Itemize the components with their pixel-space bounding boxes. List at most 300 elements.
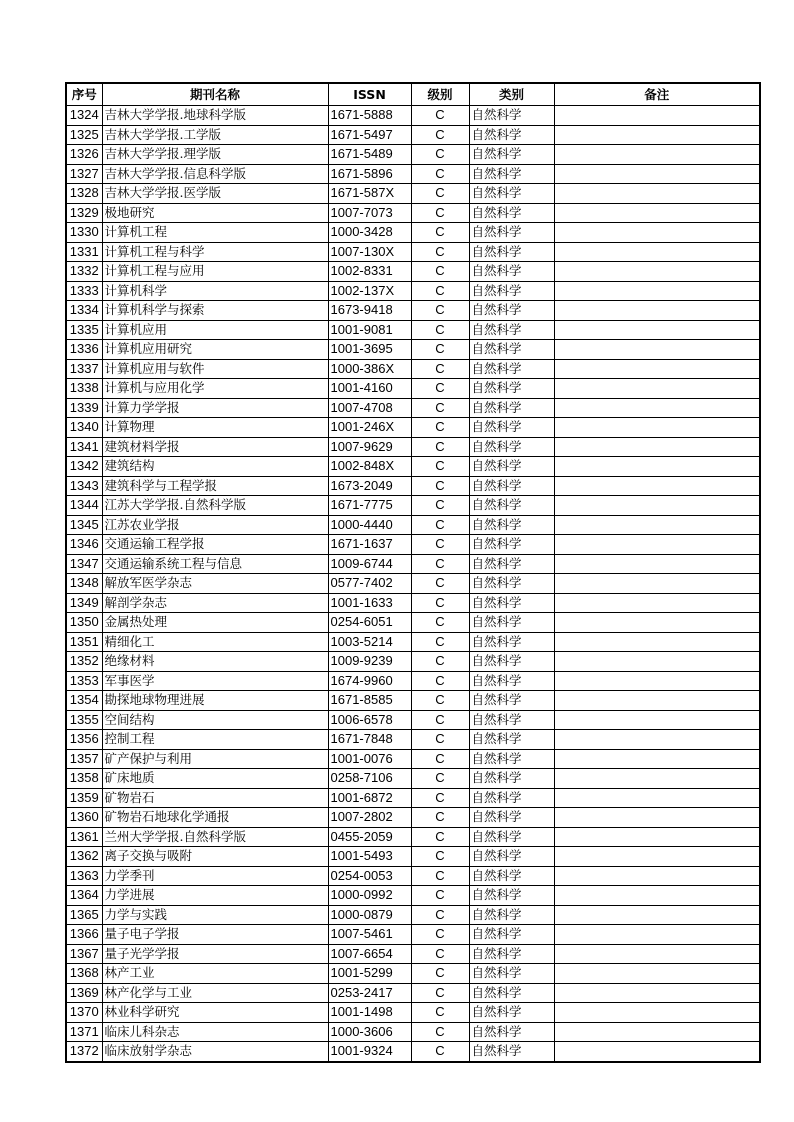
table-row bbox=[66, 554, 760, 574]
cell-note bbox=[554, 847, 760, 867]
cell-note bbox=[554, 535, 760, 555]
cell-journal-name: 力学季刊 bbox=[102, 866, 328, 886]
cell-issn: 1007-9629 bbox=[328, 437, 411, 457]
cell-issn: 1009-9239 bbox=[328, 652, 411, 672]
header-no: 序号 bbox=[66, 83, 102, 106]
cell-note bbox=[554, 808, 760, 828]
cell-journal-name: 计算机科学 bbox=[102, 281, 328, 301]
cell-category: 自然科学 bbox=[469, 769, 554, 789]
table-row bbox=[66, 1003, 760, 1023]
cell-note bbox=[554, 398, 760, 418]
cell-note bbox=[554, 944, 760, 964]
cell-level: C bbox=[411, 632, 469, 652]
table-row bbox=[66, 203, 760, 223]
cell-journal-name: 交通运输系统工程与信息 bbox=[102, 554, 328, 574]
cell-note bbox=[554, 125, 760, 145]
cell-no: 1351 bbox=[66, 632, 102, 652]
cell-category: 自然科学 bbox=[469, 418, 554, 438]
cell-no: 1336 bbox=[66, 340, 102, 360]
cell-journal-name: 绝缘材料 bbox=[102, 652, 328, 672]
cell-category: 自然科学 bbox=[469, 457, 554, 477]
cell-category: 自然科学 bbox=[469, 476, 554, 496]
cell-category: 自然科学 bbox=[469, 398, 554, 418]
cell-journal-name: 计算机应用 bbox=[102, 320, 328, 340]
cell-level: C bbox=[411, 242, 469, 262]
cell-issn: 1673-9418 bbox=[328, 301, 411, 321]
cell-level: C bbox=[411, 886, 469, 906]
cell-category: 自然科学 bbox=[469, 125, 554, 145]
cell-note bbox=[554, 242, 760, 262]
cell-journal-name: 林产化学与工业 bbox=[102, 983, 328, 1003]
cell-issn: 1001-9081 bbox=[328, 320, 411, 340]
cell-note bbox=[554, 340, 760, 360]
table-row bbox=[66, 964, 760, 984]
cell-issn: 1000-386X bbox=[328, 359, 411, 379]
cell-note bbox=[554, 1022, 760, 1042]
cell-level: C bbox=[411, 437, 469, 457]
cell-issn: 1671-5896 bbox=[328, 164, 411, 184]
cell-category: 自然科学 bbox=[469, 242, 554, 262]
cell-note bbox=[554, 515, 760, 535]
cell-category: 自然科学 bbox=[469, 652, 554, 672]
cell-category: 自然科学 bbox=[469, 593, 554, 613]
cell-issn: 1000-4440 bbox=[328, 515, 411, 535]
cell-issn: 1007-4708 bbox=[328, 398, 411, 418]
cell-level: C bbox=[411, 398, 469, 418]
cell-journal-name: 林产工业 bbox=[102, 964, 328, 984]
cell-issn: 1673-2049 bbox=[328, 476, 411, 496]
table-row bbox=[66, 496, 760, 516]
cell-category: 自然科学 bbox=[469, 710, 554, 730]
cell-category: 自然科学 bbox=[469, 886, 554, 906]
cell-journal-name: 江苏大学学报.自然科学版 bbox=[102, 496, 328, 516]
table-row bbox=[66, 535, 760, 555]
cell-journal-name: 计算机科学与探索 bbox=[102, 301, 328, 321]
cell-issn: 1000-3428 bbox=[328, 223, 411, 243]
cell-journal-name: 临床儿科杂志 bbox=[102, 1022, 328, 1042]
cell-journal-name: 建筑结构 bbox=[102, 457, 328, 477]
cell-level: C bbox=[411, 418, 469, 438]
header-note: 备注 bbox=[554, 83, 760, 106]
cell-note bbox=[554, 281, 760, 301]
table-row bbox=[66, 242, 760, 262]
cell-issn: 1002-848X bbox=[328, 457, 411, 477]
cell-no: 1366 bbox=[66, 925, 102, 945]
cell-no: 1327 bbox=[66, 164, 102, 184]
cell-no: 1326 bbox=[66, 145, 102, 165]
cell-level: C bbox=[411, 710, 469, 730]
cell-note bbox=[554, 457, 760, 477]
cell-category: 自然科学 bbox=[469, 535, 554, 555]
cell-no: 1372 bbox=[66, 1042, 102, 1062]
cell-note bbox=[554, 476, 760, 496]
cell-note bbox=[554, 710, 760, 730]
cell-journal-name: 计算机应用研究 bbox=[102, 340, 328, 360]
cell-level: C bbox=[411, 866, 469, 886]
cell-issn: 1001-1498 bbox=[328, 1003, 411, 1023]
cell-journal-name: 矿产保护与利用 bbox=[102, 749, 328, 769]
table-row bbox=[66, 905, 760, 925]
cell-issn: 1001-246X bbox=[328, 418, 411, 438]
cell-category: 自然科学 bbox=[469, 632, 554, 652]
cell-level: C bbox=[411, 574, 469, 594]
cell-issn: 0253-2417 bbox=[328, 983, 411, 1003]
cell-level: C bbox=[411, 730, 469, 750]
cell-journal-name: 临床放射学杂志 bbox=[102, 1042, 328, 1062]
cell-category: 自然科学 bbox=[469, 262, 554, 282]
cell-no: 1362 bbox=[66, 847, 102, 867]
cell-note bbox=[554, 593, 760, 613]
cell-issn: 1000-0992 bbox=[328, 886, 411, 906]
cell-category: 自然科学 bbox=[469, 184, 554, 204]
cell-journal-name: 矿床地质 bbox=[102, 769, 328, 789]
cell-category: 自然科学 bbox=[469, 827, 554, 847]
cell-journal-name: 解剖学杂志 bbox=[102, 593, 328, 613]
cell-category: 自然科学 bbox=[469, 320, 554, 340]
cell-no: 1343 bbox=[66, 476, 102, 496]
cell-issn: 1000-0879 bbox=[328, 905, 411, 925]
cell-journal-name: 江苏农业学报 bbox=[102, 515, 328, 535]
cell-issn: 1007-7073 bbox=[328, 203, 411, 223]
cell-no: 1359 bbox=[66, 788, 102, 808]
cell-journal-name: 计算机与应用化学 bbox=[102, 379, 328, 399]
cell-category: 自然科学 bbox=[469, 1042, 554, 1062]
cell-no: 1350 bbox=[66, 613, 102, 633]
cell-issn: 1671-5497 bbox=[328, 125, 411, 145]
cell-journal-name: 军事医学 bbox=[102, 671, 328, 691]
cell-issn: 1001-9324 bbox=[328, 1042, 411, 1062]
cell-issn: 0254-6051 bbox=[328, 613, 411, 633]
cell-note bbox=[554, 184, 760, 204]
cell-issn: 1002-8331 bbox=[328, 262, 411, 282]
cell-no: 1369 bbox=[66, 983, 102, 1003]
cell-note bbox=[554, 827, 760, 847]
cell-category: 自然科学 bbox=[469, 691, 554, 711]
cell-journal-name: 矿物岩石地球化学通报 bbox=[102, 808, 328, 828]
cell-no: 1360 bbox=[66, 808, 102, 828]
cell-category: 自然科学 bbox=[469, 515, 554, 535]
cell-level: C bbox=[411, 125, 469, 145]
cell-no: 1335 bbox=[66, 320, 102, 340]
cell-category: 自然科学 bbox=[469, 554, 554, 574]
cell-category: 自然科学 bbox=[469, 866, 554, 886]
cell-no: 1337 bbox=[66, 359, 102, 379]
cell-no: 1328 bbox=[66, 184, 102, 204]
cell-level: C bbox=[411, 691, 469, 711]
cell-category: 自然科学 bbox=[469, 788, 554, 808]
table-row bbox=[66, 320, 760, 340]
cell-journal-name: 金属热处理 bbox=[102, 613, 328, 633]
cell-category: 自然科学 bbox=[469, 359, 554, 379]
cell-issn: 1006-6578 bbox=[328, 710, 411, 730]
table-row bbox=[66, 340, 760, 360]
cell-category: 自然科学 bbox=[469, 106, 554, 126]
cell-issn: 1674-9960 bbox=[328, 671, 411, 691]
cell-journal-name: 吉林大学学报.地球科学版 bbox=[102, 106, 328, 126]
cell-journal-name: 吉林大学学报.信息科学版 bbox=[102, 164, 328, 184]
table-row bbox=[66, 866, 760, 886]
cell-note bbox=[554, 320, 760, 340]
cell-note bbox=[554, 905, 760, 925]
cell-note bbox=[554, 203, 760, 223]
cell-no: 1353 bbox=[66, 671, 102, 691]
cell-journal-name: 空间结构 bbox=[102, 710, 328, 730]
cell-level: C bbox=[411, 788, 469, 808]
cell-level: C bbox=[411, 164, 469, 184]
cell-no: 1340 bbox=[66, 418, 102, 438]
cell-journal-name: 控制工程 bbox=[102, 730, 328, 750]
cell-journal-name: 吉林大学学报.工学版 bbox=[102, 125, 328, 145]
cell-level: C bbox=[411, 944, 469, 964]
cell-note bbox=[554, 925, 760, 945]
table-row bbox=[66, 301, 760, 321]
cell-journal-name: 交通运输工程学报 bbox=[102, 535, 328, 555]
cell-level: C bbox=[411, 554, 469, 574]
cell-journal-name: 离子交换与吸附 bbox=[102, 847, 328, 867]
cell-no: 1330 bbox=[66, 223, 102, 243]
cell-note bbox=[554, 223, 760, 243]
cell-note bbox=[554, 262, 760, 282]
cell-level: C bbox=[411, 905, 469, 925]
cell-journal-name: 建筑科学与工程学报 bbox=[102, 476, 328, 496]
cell-category: 自然科学 bbox=[469, 964, 554, 984]
cell-no: 1368 bbox=[66, 964, 102, 984]
cell-level: C bbox=[411, 925, 469, 945]
header-issn: ISSN bbox=[328, 83, 411, 106]
table-row bbox=[66, 886, 760, 906]
cell-level: C bbox=[411, 749, 469, 769]
cell-level: C bbox=[411, 203, 469, 223]
cell-no: 1363 bbox=[66, 866, 102, 886]
table-row bbox=[66, 730, 760, 750]
cell-level: C bbox=[411, 613, 469, 633]
cell-no: 1367 bbox=[66, 944, 102, 964]
cell-category: 自然科学 bbox=[469, 145, 554, 165]
cell-category: 自然科学 bbox=[469, 437, 554, 457]
cell-note bbox=[554, 730, 760, 750]
cell-category: 自然科学 bbox=[469, 730, 554, 750]
cell-level: C bbox=[411, 535, 469, 555]
cell-no: 1361 bbox=[66, 827, 102, 847]
cell-issn: 1671-1637 bbox=[328, 535, 411, 555]
header-category: 类别 bbox=[469, 83, 554, 106]
cell-issn: 1001-5299 bbox=[328, 964, 411, 984]
cell-note bbox=[554, 359, 760, 379]
cell-no: 1342 bbox=[66, 457, 102, 477]
cell-note bbox=[554, 886, 760, 906]
table-row bbox=[66, 398, 760, 418]
cell-category: 自然科学 bbox=[469, 301, 554, 321]
cell-note bbox=[554, 749, 760, 769]
cell-level: C bbox=[411, 223, 469, 243]
cell-level: C bbox=[411, 496, 469, 516]
table-row bbox=[66, 808, 760, 828]
cell-category: 自然科学 bbox=[469, 164, 554, 184]
cell-level: C bbox=[411, 476, 469, 496]
table-row bbox=[66, 1042, 760, 1062]
cell-level: C bbox=[411, 808, 469, 828]
cell-level: C bbox=[411, 1022, 469, 1042]
cell-level: C bbox=[411, 983, 469, 1003]
cell-level: C bbox=[411, 457, 469, 477]
cell-issn: 1001-4160 bbox=[328, 379, 411, 399]
cell-issn: 1001-1633 bbox=[328, 593, 411, 613]
cell-issn: 1007-6654 bbox=[328, 944, 411, 964]
cell-category: 自然科学 bbox=[469, 944, 554, 964]
cell-no: 1345 bbox=[66, 515, 102, 535]
cell-level: C bbox=[411, 379, 469, 399]
cell-note bbox=[554, 496, 760, 516]
cell-note bbox=[554, 964, 760, 984]
cell-note bbox=[554, 1003, 760, 1023]
header-level: 级别 bbox=[411, 83, 469, 106]
header-row bbox=[66, 83, 760, 106]
cell-no: 1357 bbox=[66, 749, 102, 769]
cell-no: 1364 bbox=[66, 886, 102, 906]
cell-category: 自然科学 bbox=[469, 905, 554, 925]
table-row bbox=[66, 437, 760, 457]
cell-category: 自然科学 bbox=[469, 749, 554, 769]
cell-issn: 0258-7106 bbox=[328, 769, 411, 789]
cell-journal-name: 量子电子学报 bbox=[102, 925, 328, 945]
cell-issn: 1001-6872 bbox=[328, 788, 411, 808]
cell-category: 自然科学 bbox=[469, 847, 554, 867]
table-row bbox=[66, 632, 760, 652]
cell-level: C bbox=[411, 964, 469, 984]
cell-journal-name: 勘探地球物理进展 bbox=[102, 691, 328, 711]
cell-no: 1349 bbox=[66, 593, 102, 613]
cell-no: 1347 bbox=[66, 554, 102, 574]
cell-level: C bbox=[411, 320, 469, 340]
table-row bbox=[66, 262, 760, 282]
cell-category: 自然科学 bbox=[469, 203, 554, 223]
table-row bbox=[66, 925, 760, 945]
cell-no: 1352 bbox=[66, 652, 102, 672]
cell-no: 1341 bbox=[66, 437, 102, 457]
cell-no: 1329 bbox=[66, 203, 102, 223]
cell-no: 1332 bbox=[66, 262, 102, 282]
cell-no: 1331 bbox=[66, 242, 102, 262]
table-row bbox=[66, 652, 760, 672]
cell-note bbox=[554, 632, 760, 652]
cell-no: 1324 bbox=[66, 106, 102, 126]
cell-journal-name: 吉林大学学报.理学版 bbox=[102, 145, 328, 165]
table-row bbox=[66, 827, 760, 847]
table-row bbox=[66, 476, 760, 496]
cell-journal-name: 吉林大学学报.医学版 bbox=[102, 184, 328, 204]
cell-no: 1365 bbox=[66, 905, 102, 925]
cell-no: 1358 bbox=[66, 769, 102, 789]
cell-issn: 1671-587X bbox=[328, 184, 411, 204]
cell-level: C bbox=[411, 652, 469, 672]
table-row bbox=[66, 125, 760, 145]
table-row bbox=[66, 106, 760, 126]
cell-level: C bbox=[411, 184, 469, 204]
cell-level: C bbox=[411, 769, 469, 789]
cell-no: 1333 bbox=[66, 281, 102, 301]
table-row bbox=[66, 1022, 760, 1042]
table-row bbox=[66, 145, 760, 165]
cell-issn: 1009-6744 bbox=[328, 554, 411, 574]
cell-issn: 1003-5214 bbox=[328, 632, 411, 652]
cell-issn: 1007-130X bbox=[328, 242, 411, 262]
table-row bbox=[66, 593, 760, 613]
cell-category: 自然科学 bbox=[469, 340, 554, 360]
cell-category: 自然科学 bbox=[469, 1022, 554, 1042]
cell-journal-name: 建筑材料学报 bbox=[102, 437, 328, 457]
cell-no: 1356 bbox=[66, 730, 102, 750]
cell-note bbox=[554, 1042, 760, 1062]
table-row bbox=[66, 164, 760, 184]
cell-issn: 1007-2802 bbox=[328, 808, 411, 828]
cell-issn: 1671-8585 bbox=[328, 691, 411, 711]
cell-level: C bbox=[411, 671, 469, 691]
table-row bbox=[66, 769, 760, 789]
cell-level: C bbox=[411, 1003, 469, 1023]
cell-level: C bbox=[411, 1042, 469, 1062]
table-row bbox=[66, 574, 760, 594]
cell-note bbox=[554, 554, 760, 574]
cell-no: 1346 bbox=[66, 535, 102, 555]
cell-journal-name: 兰州大学学报.自然科学版 bbox=[102, 827, 328, 847]
cell-category: 自然科学 bbox=[469, 613, 554, 633]
cell-no: 1371 bbox=[66, 1022, 102, 1042]
cell-note bbox=[554, 164, 760, 184]
cell-note bbox=[554, 613, 760, 633]
cell-level: C bbox=[411, 281, 469, 301]
table-row bbox=[66, 944, 760, 964]
table-row bbox=[66, 379, 760, 399]
cell-category: 自然科学 bbox=[469, 983, 554, 1003]
cell-note bbox=[554, 788, 760, 808]
cell-no: 1348 bbox=[66, 574, 102, 594]
cell-no: 1370 bbox=[66, 1003, 102, 1023]
cell-note bbox=[554, 418, 760, 438]
table-row bbox=[66, 983, 760, 1003]
cell-issn: 0254-0053 bbox=[328, 866, 411, 886]
cell-issn: 0455-2059 bbox=[328, 827, 411, 847]
cell-journal-name: 计算机应用与软件 bbox=[102, 359, 328, 379]
cell-category: 自然科学 bbox=[469, 1003, 554, 1023]
cell-no: 1339 bbox=[66, 398, 102, 418]
cell-journal-name: 极地研究 bbox=[102, 203, 328, 223]
cell-category: 自然科学 bbox=[469, 808, 554, 828]
cell-level: C bbox=[411, 593, 469, 613]
cell-journal-name: 力学与实践 bbox=[102, 905, 328, 925]
cell-issn: 1000-3606 bbox=[328, 1022, 411, 1042]
cell-level: C bbox=[411, 359, 469, 379]
cell-no: 1325 bbox=[66, 125, 102, 145]
cell-level: C bbox=[411, 515, 469, 535]
cell-level: C bbox=[411, 340, 469, 360]
cell-issn: 1001-3695 bbox=[328, 340, 411, 360]
cell-journal-name: 计算机工程与科学 bbox=[102, 242, 328, 262]
cell-level: C bbox=[411, 301, 469, 321]
table-row bbox=[66, 223, 760, 243]
cell-note bbox=[554, 379, 760, 399]
cell-no: 1355 bbox=[66, 710, 102, 730]
cell-note bbox=[554, 652, 760, 672]
cell-level: C bbox=[411, 827, 469, 847]
cell-issn: 1671-5489 bbox=[328, 145, 411, 165]
cell-journal-name: 解放军医学杂志 bbox=[102, 574, 328, 594]
cell-category: 自然科学 bbox=[469, 496, 554, 516]
cell-no: 1344 bbox=[66, 496, 102, 516]
cell-journal-name: 量子光学学报 bbox=[102, 944, 328, 964]
cell-issn: 1007-5461 bbox=[328, 925, 411, 945]
table-row bbox=[66, 457, 760, 477]
cell-category: 自然科学 bbox=[469, 223, 554, 243]
